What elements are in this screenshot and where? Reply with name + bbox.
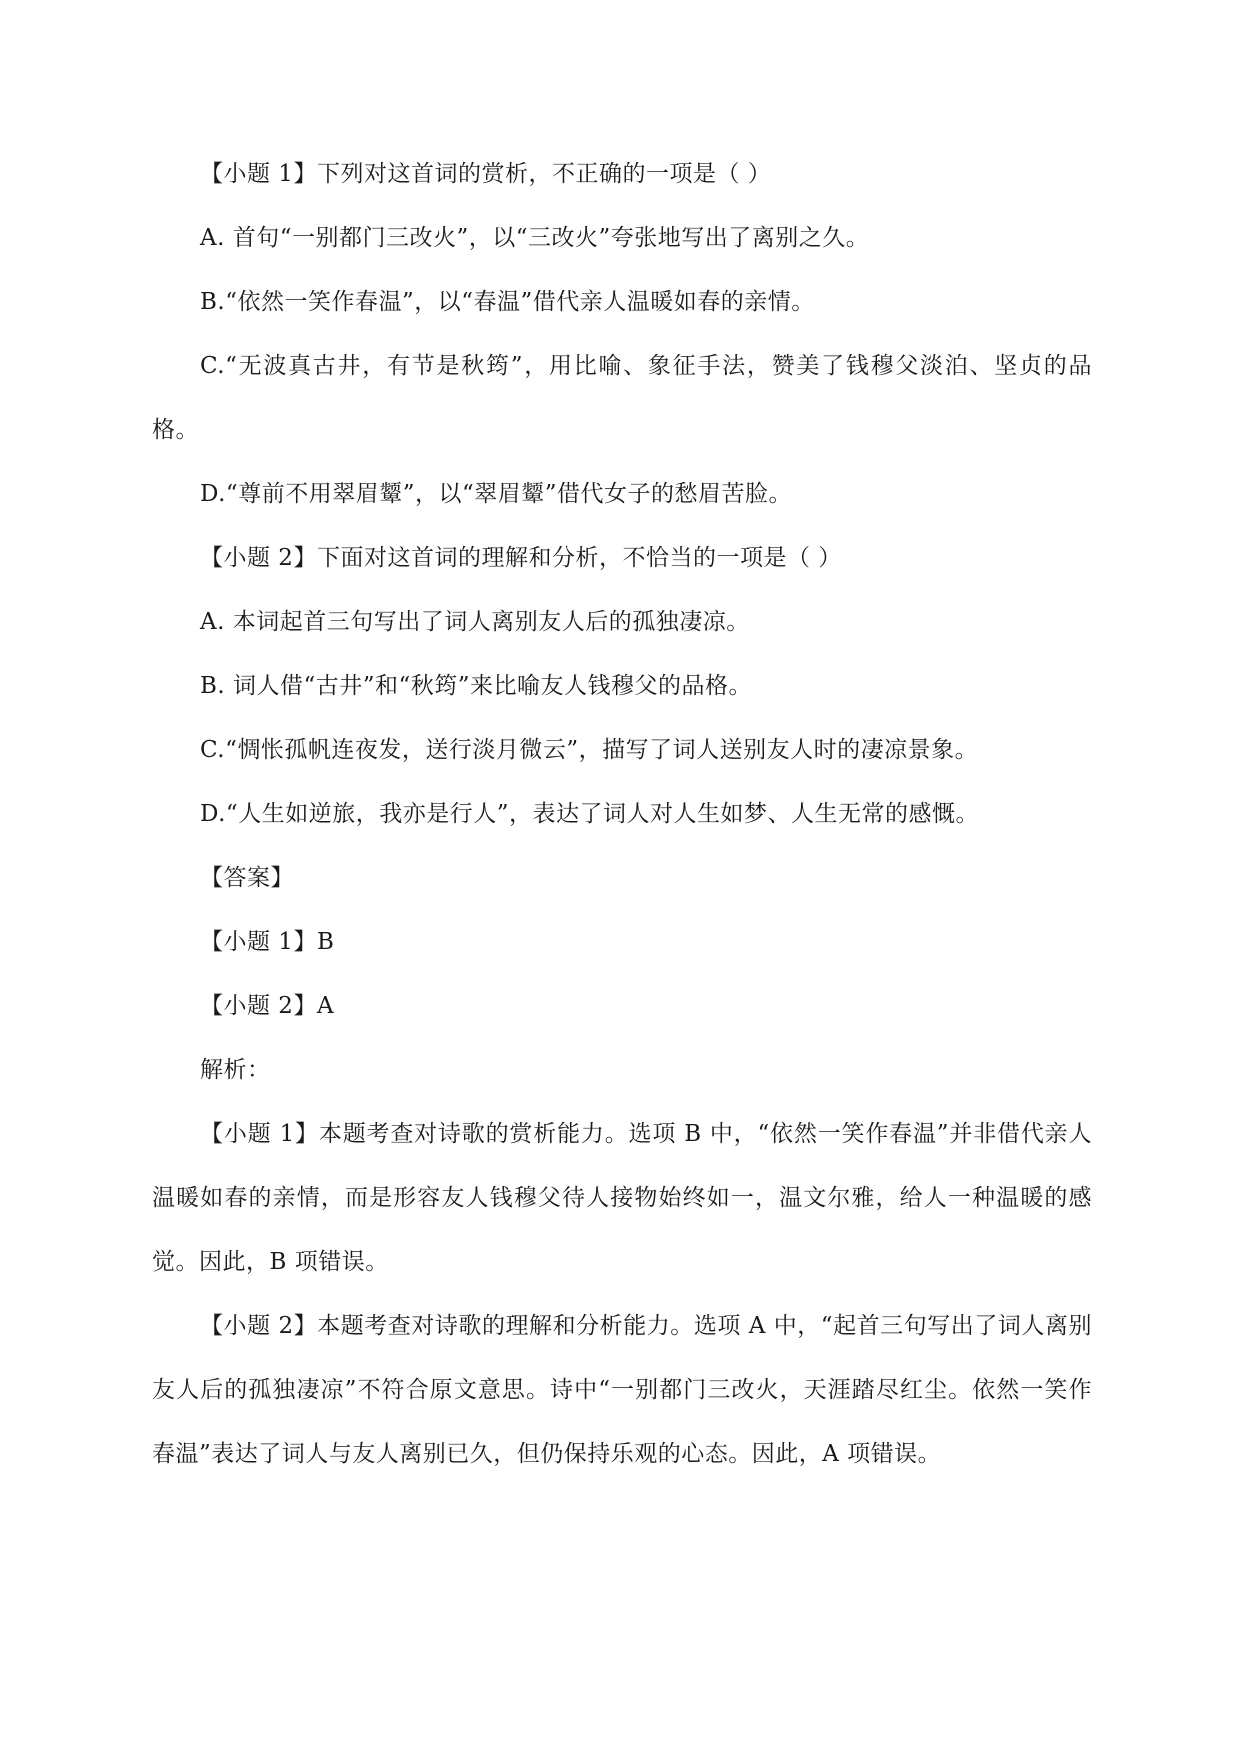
answer-q1: 【小题 1】B	[200, 929, 335, 955]
question1-option-d: D.“尊前不用翠眉颦”，以“翠眉颦”借代女子的愁眉苦脸。	[200, 481, 792, 507]
question2-option-a: A. 本词起首三句写出了词人离别友人后的孤独凄凉。	[200, 609, 750, 635]
answer-heading: 【答案】	[200, 865, 294, 891]
analysis-heading: 解析：	[200, 1057, 271, 1083]
analysis-q2: 【小题 2】本题考查对诗歌的理解和分析能力。选项 A 中，“起首三句写出了词人离别友人后的孤独凄凉”不符合原文意思。诗中“一别都门三改火，天涯踏尽红尘。依然一笑作春温”表达了词人与友人离别已久，但仍保持乐观的心态。因此，A 项错误。	[152, 1313, 1092, 1467]
document-page	[152, 142, 1092, 1486]
analysis-q1: 【小题 1】本题考查对诗歌的赏析能力。选项 B 中，“依然一笑作春温”并非借代亲人温暖如春的亲情，而是形容友人钱穆父待人接物始终如一，温文尔雅，给人一种温暖的感觉。因此，B 项错误。	[152, 1121, 1092, 1275]
question1-option-b: B.“依然一笑作春温”，以“春温”借代亲人温暖如春的亲情。	[200, 289, 815, 315]
question1-option-c: C.“无波真古井，有节是秋筠”，用比喻、象征手法，赞美了钱穆父淡泊、坚贞的品格。	[152, 353, 1092, 443]
answer-q2: 【小题 2】A	[200, 993, 335, 1019]
question1-option-a: A. 首句“一别都门三改火”，以“三改火”夸张地写出了离别之久。	[200, 225, 870, 251]
question2-option-d: D.“人生如逆旅，我亦是行人”，表达了词人对人生如梦、人生无常的感慨。	[200, 801, 979, 827]
question2-option-c: C.“惆怅孤帆连夜发，送行淡月微云”，描写了词人送别友人时的凄凉景象。	[200, 737, 979, 763]
question1-stem: 【小题 1】下列对这首词的赏析，不正确的一项是（ ）	[200, 161, 772, 187]
question2-option-b: B. 词人借“古井”和“秋筠”来比喻友人钱穆父的品格。	[200, 673, 753, 699]
question2-stem: 【小题 2】下面对这首词的理解和分析，不恰当的一项是（ ）	[200, 545, 842, 571]
